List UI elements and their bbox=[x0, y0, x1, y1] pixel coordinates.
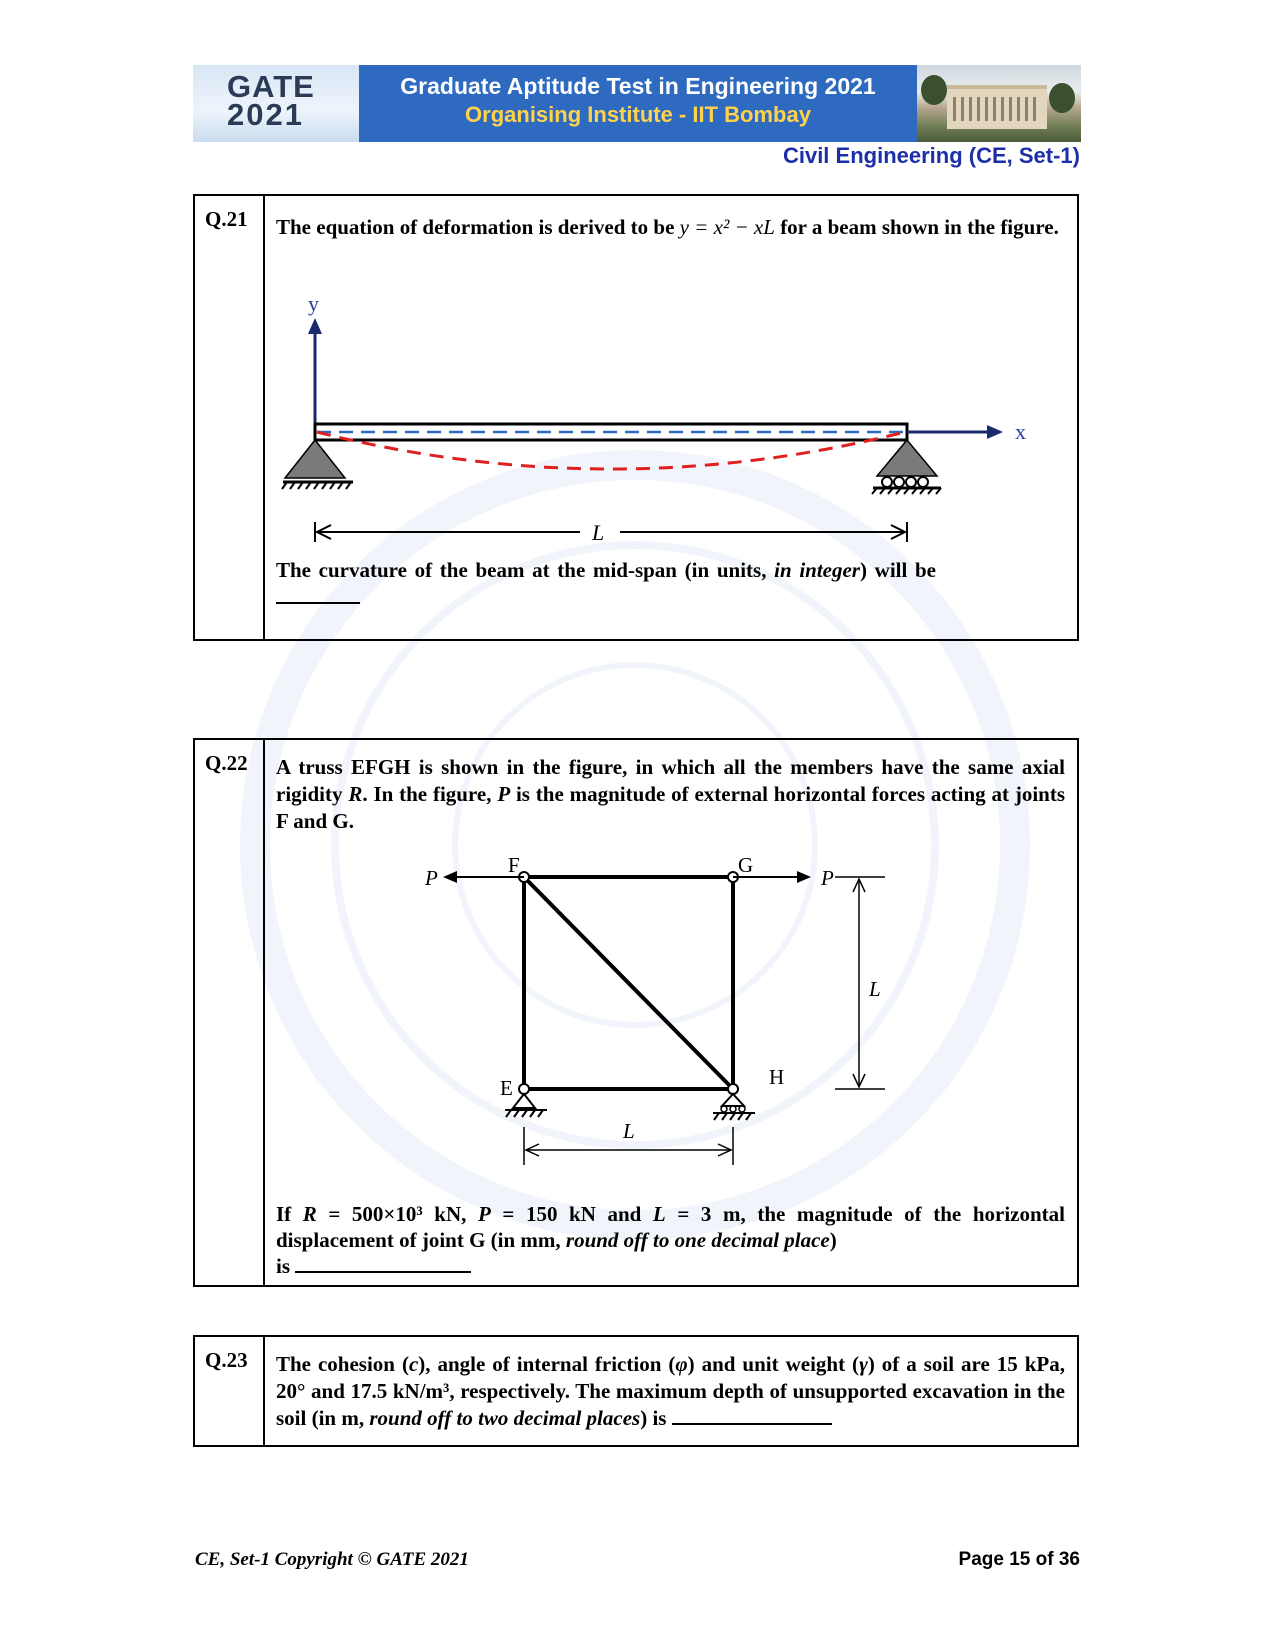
q22-text-b: . In the figure, bbox=[362, 782, 498, 806]
width-label: L bbox=[623, 1119, 635, 1143]
logo-word: GATE bbox=[227, 69, 315, 104]
question-21 bbox=[193, 194, 1079, 641]
ground-hatch bbox=[506, 1110, 543, 1117]
q22-p-symbol: P bbox=[497, 782, 511, 806]
footer-copyright: CE, Set-1 Copyright © GATE 2021 bbox=[195, 1549, 469, 1570]
banner-subtitle: Organising Institute - IIT Bombay bbox=[465, 102, 811, 127]
y-axis-arrow bbox=[308, 318, 322, 334]
q23-text-d: ) of a soil are 15 kPa, 20° and 17.5 kN/m³, respectively. The maximum depth of unsupported excavation in the soil (in m, bbox=[276, 1352, 1065, 1430]
roller-wheel bbox=[730, 1106, 736, 1112]
roller-wheel bbox=[882, 477, 892, 487]
q22-r-symbol-2: R bbox=[302, 1202, 317, 1226]
q22-text-g: = 3 m, the magnitude of the horizontal displacement of joint G (in mm, bbox=[276, 1202, 1066, 1252]
q21-text-c: The curvature of the beam at the mid-span (in units, bbox=[276, 558, 775, 582]
header-banner bbox=[359, 65, 917, 142]
q21-text-d: ) will be bbox=[859, 558, 936, 582]
force-left-arrow bbox=[443, 871, 457, 883]
force-left-label: P bbox=[425, 866, 438, 890]
roller-wheel bbox=[918, 477, 928, 487]
tree-shape bbox=[1049, 83, 1075, 113]
roller-wheel bbox=[894, 477, 904, 487]
question-22 bbox=[193, 738, 1079, 1287]
height-label: L bbox=[869, 977, 881, 1001]
ground-hatch bbox=[714, 1113, 751, 1120]
question-number: Q.23 bbox=[195, 1337, 265, 1445]
q22-text-e: = 500×10³ kN, bbox=[316, 1202, 478, 1226]
page-header bbox=[193, 65, 1081, 142]
answer-blank[interactable] bbox=[276, 602, 360, 604]
q21-text-a: The equation of deformation is derived to be bbox=[276, 215, 680, 239]
q23-text-c: ) and unit weight ( bbox=[687, 1352, 860, 1376]
joint-h bbox=[728, 1084, 738, 1094]
banner-title: Graduate Aptitude Test in Engineering 2021 bbox=[400, 73, 876, 99]
member-fh bbox=[524, 877, 733, 1089]
paper-subtitle: Civil Engineering (CE, Set-1) bbox=[782, 143, 1080, 168]
pin-support bbox=[513, 1094, 535, 1108]
joint-label-g: G bbox=[738, 853, 754, 877]
pin-support bbox=[285, 440, 345, 478]
question-prompt bbox=[276, 557, 936, 611]
question-number: Q.21 bbox=[195, 196, 265, 639]
q23-text-e: round off to two decimal places bbox=[369, 1406, 641, 1430]
roller-wheel bbox=[739, 1106, 745, 1112]
tree-shape bbox=[921, 75, 947, 105]
question-prompt bbox=[276, 1201, 1065, 1279]
question-23 bbox=[193, 1335, 1079, 1447]
answer-blank[interactable] bbox=[672, 1423, 832, 1425]
q21-text-c-italic: in integer bbox=[774, 558, 860, 582]
q22-text-f: = 150 kN and bbox=[490, 1202, 653, 1226]
campus-building bbox=[947, 85, 1047, 129]
q22-text-h: round off to one decimal place bbox=[565, 1228, 830, 1252]
logo-year: 2021 bbox=[227, 97, 304, 132]
q23-text-f: ) is bbox=[640, 1406, 667, 1430]
joint-label-f: F bbox=[508, 853, 520, 877]
roller-support bbox=[877, 440, 937, 476]
q23-text-b: ), angle of internal friction ( bbox=[418, 1352, 676, 1376]
joint-label-h: H bbox=[769, 1065, 785, 1089]
q23-phi-symbol: φ bbox=[675, 1352, 688, 1376]
q22-text-a: A truss EFGH is shown in the figure, in which all the members have the same axial rigidity bbox=[276, 755, 1065, 806]
q23-c-symbol: c bbox=[408, 1352, 419, 1376]
joint-label-e: E bbox=[500, 1076, 513, 1100]
q21-text-b: for a beam shown in the figure. bbox=[774, 215, 1059, 239]
q23-text-a: The cohesion ( bbox=[276, 1352, 409, 1376]
span-label: L bbox=[592, 520, 605, 545]
roller-wheel bbox=[721, 1106, 727, 1112]
campus-photo bbox=[917, 65, 1081, 142]
y-axis-label: y bbox=[308, 291, 319, 316]
answer-blank[interactable] bbox=[295, 1271, 471, 1273]
q21-equation: y = x² − xL bbox=[679, 215, 775, 239]
question-text bbox=[276, 1351, 1065, 1432]
q22-text-c: is the magnitude of external horizontal forces acting at joints F and G. bbox=[276, 782, 1066, 833]
q23-gamma-symbol: γ bbox=[859, 1352, 868, 1376]
q22-l-symbol: L bbox=[652, 1202, 666, 1226]
q22-p-symbol-2: P bbox=[477, 1202, 491, 1226]
roller-support bbox=[722, 1094, 744, 1106]
q22-text-i: ) bbox=[829, 1228, 837, 1252]
q22-text-d: If bbox=[276, 1202, 303, 1226]
x-axis-arrow bbox=[987, 425, 1003, 439]
x-axis-label: x bbox=[1015, 419, 1026, 444]
question-number: Q.22 bbox=[195, 740, 265, 1285]
force-right-arrow bbox=[797, 871, 811, 883]
gate-logo bbox=[193, 65, 359, 142]
roller-wheel bbox=[906, 477, 916, 487]
q22-text-j: is bbox=[276, 1254, 291, 1278]
q22-r-symbol: R bbox=[348, 782, 363, 806]
force-right-label: P bbox=[821, 866, 834, 890]
page-number: Page 15 of 36 bbox=[958, 1549, 1080, 1570]
